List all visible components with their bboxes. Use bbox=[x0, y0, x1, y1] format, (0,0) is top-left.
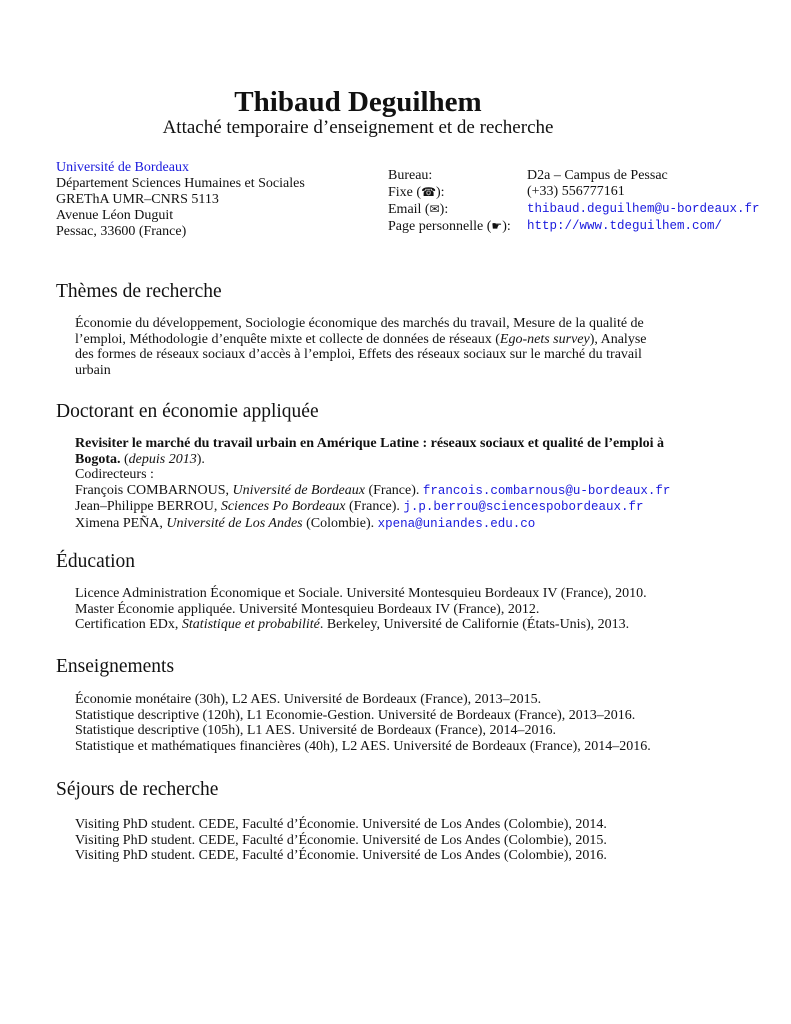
codirectors-label: Codirecteurs : bbox=[75, 467, 154, 482]
research-body bbox=[75, 316, 670, 378]
cv-job-title: Attaché temporaire d’enseignement et de recherche bbox=[162, 117, 554, 138]
contact-phone-row bbox=[388, 184, 760, 201]
research-line: l’emploi, Méthodologie d’enquête mixte et collecte de données de réseaux (Ego-nets survey), Analyse bbox=[75, 331, 647, 347]
education-item: Licence Administration Économique et Sociale. Université Montesquieu Bordeaux IV (France), 2010. bbox=[75, 586, 647, 601]
stay-item: Visiting PhD student. CEDE, Faculté d’Économie. Université de Los Andes (Colombie), 2016. bbox=[75, 848, 607, 863]
website-link[interactable]: http://www.tdeguilhem.com/ bbox=[527, 219, 723, 233]
teaching-item: Statistique descriptive (120h), L1 Economie-Gestion. Université de Bordeaux (France), 2013–2016. bbox=[75, 707, 636, 723]
phone-label: Fixe (☎): bbox=[388, 185, 445, 200]
office-value: D2a – Campus de Pessac bbox=[527, 168, 668, 183]
education-body bbox=[75, 586, 670, 633]
stays-body bbox=[75, 817, 670, 864]
stay-item: Visiting PhD student. CEDE, Faculté d’Économie. Université de Los Andes (Colombie), 2014. bbox=[75, 817, 607, 832]
supervisor-email-link[interactable]: xpena@uniandes.edu.co bbox=[377, 516, 536, 531]
contact-office-row bbox=[388, 168, 760, 184]
research-line: urbain bbox=[75, 362, 111, 378]
envelope-icon: ✉ bbox=[429, 202, 440, 216]
contact-block bbox=[388, 168, 760, 235]
hand-pointer-icon: ☛ bbox=[491, 219, 503, 233]
office-label: Bureau: bbox=[388, 168, 433, 183]
section-heading-stays: Séjours de recherche bbox=[56, 779, 219, 800]
email-label: Email (✉): bbox=[388, 202, 449, 217]
teaching-body bbox=[75, 692, 670, 754]
teaching-item: Statistique et mathématiques financières (40h), L2 AES. Université de Bordeaux (France), 2014–2016. bbox=[75, 738, 651, 754]
stay-item: Visiting PhD student. CEDE, Faculté d’Économie. Université de Los Andes (Colombie), 2015. bbox=[75, 832, 607, 848]
address-line: Département Sciences Humaines et Sociales bbox=[56, 176, 305, 191]
supervisor-row: Ximena PEÑA, Université de Los Andes (Colombie). xpena@uniandes.edu.co bbox=[75, 515, 536, 531]
research-line: des formes de réseaux sociaux d’accès à l’emploi, Effets des réseaux sociaux sur le marché du travail bbox=[75, 347, 642, 362]
phd-title-line: Revisiter le marché du travail urbain en Amérique Latine : réseaux sociaux et qualité de l’emploi à bbox=[75, 436, 664, 451]
cv-name: Thibaud Deguilhem bbox=[234, 86, 482, 118]
research-line: Économie du développement, Sociologie économique des marchés du travail, Mesure de la qualité de bbox=[75, 316, 644, 331]
address-line: GREThA UMR–CNRS 5113 bbox=[56, 192, 219, 207]
section-heading-phd: Doctorant en économie appliquée bbox=[56, 401, 319, 422]
contact-email-row bbox=[388, 201, 760, 218]
section-heading-teaching: Enseignements bbox=[56, 656, 175, 677]
supervisor-row: Jean–Philippe BERROU, Sciences Po Bordeaux (France). j.p.berrou@sciencespobordeaux.fr bbox=[75, 499, 644, 514]
phone-icon: ☎ bbox=[421, 185, 437, 199]
phd-body bbox=[75, 436, 670, 532]
section-heading-education: Éducation bbox=[56, 551, 136, 572]
address-block bbox=[56, 160, 305, 240]
education-item: Certification EDx, Statistique et probabilité. Berkeley, Université de Californie (États-Unis), 2013. bbox=[75, 617, 630, 632]
phone-value: (+33) 556777161 bbox=[527, 184, 625, 199]
education-item: Master Économie appliquée. Université Montesquieu Bordeaux IV (France), 2012. bbox=[75, 601, 540, 617]
supervisor-row: François COMBARNOUS, Université de Bordeaux (France). francois.combarnous@u-bordeaux.fr bbox=[75, 482, 671, 498]
web-label: Page personnelle (☛): bbox=[388, 219, 511, 234]
email-link[interactable]: thibaud.deguilhem@u-bordeaux.fr bbox=[527, 202, 760, 216]
address-line: Avenue Léon Duguit bbox=[56, 208, 174, 223]
supervisor-email-link[interactable]: j.p.berrou@sciencespobordeaux.fr bbox=[403, 500, 644, 514]
teaching-item: Statistique descriptive (105h), L1 AES. Université de Bordeaux (France), 2014–2016. bbox=[75, 723, 556, 738]
phd-title-line: Bogota. (depuis 2013). bbox=[75, 451, 205, 467]
section-heading-research: Thèmes de recherche bbox=[56, 281, 222, 302]
teaching-item: Économie monétaire (30h), L2 AES. Université de Bordeaux (France), 2013–2015. bbox=[75, 692, 542, 707]
contact-web-row bbox=[388, 218, 760, 235]
university-link[interactable]: Université de Bordeaux bbox=[56, 160, 189, 175]
supervisor-email-link[interactable]: francois.combarnous@u-bordeaux.fr bbox=[422, 483, 671, 498]
address-line: Pessac, 33600 (France) bbox=[56, 224, 187, 239]
